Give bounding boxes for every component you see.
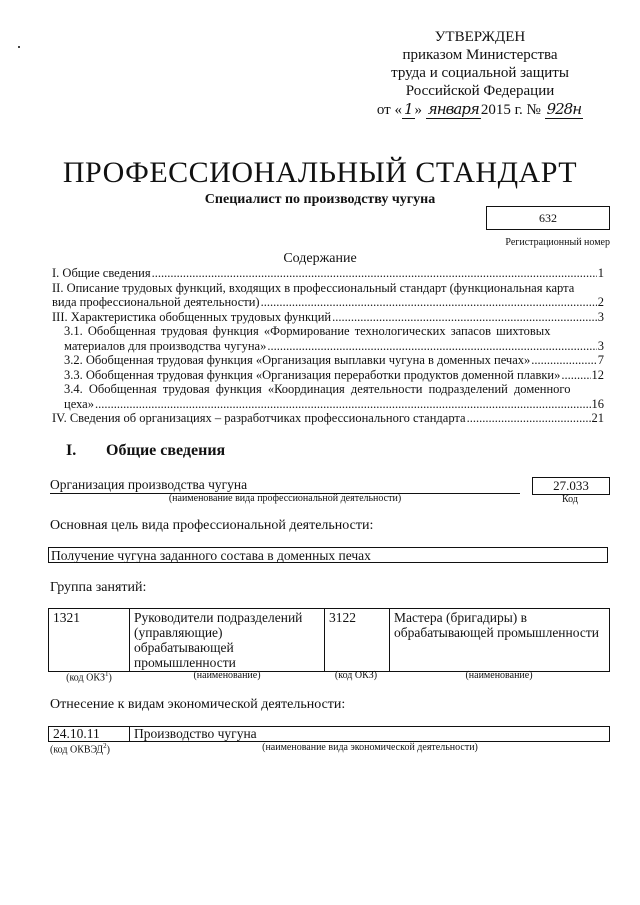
margin-mark — [18, 46, 20, 48]
date-year: 2015 г. № — [480, 102, 541, 118]
activity-code-label: Код — [562, 494, 578, 505]
table-of-contents — [52, 266, 604, 426]
okved-table — [48, 726, 610, 742]
group-heading: Группа занятий: — [50, 580, 147, 595]
section-1-heading: I. Общие сведения — [66, 442, 226, 459]
approval-line-4: Российской Федерации — [405, 83, 555, 99]
okz-name-label-2: (наименование) — [465, 670, 533, 681]
okz-name-cell: Мастера (бригадиры) в обрабатывающей промышленности — [390, 609, 610, 672]
okz-name-cell: Руководители подразделений (управляющие) обрабатывающей промышленности — [130, 609, 325, 672]
date-month: января — [427, 100, 479, 118]
occupation-group-table — [48, 608, 610, 672]
okved-name-cell: Производство чугуна — [130, 727, 610, 742]
toc-title: Содержание — [283, 251, 357, 266]
order-number: 928н — [546, 100, 582, 118]
toc-item-3[interactable]: III. Характеристика обобщенных трудовых функций ..... 3 — [52, 310, 604, 325]
toc-item-4[interactable]: IV. Сведения об организациях – разработчиках профессионального стандарта ..... 21 — [52, 411, 604, 426]
toc-item-2[interactable]: II. Описание трудовых функций, входящих в профессиональный стандарт (функциональная карта вида профессиональной деятельности) ..... 2 — [52, 281, 604, 310]
approval-line-3: труда и социальной защиты — [391, 65, 569, 81]
toc-item-3-3[interactable]: 3.3. Обобщенная трудовая функция «Организация переработки продуктов доменной плавки» ..... 12 — [52, 368, 604, 383]
approval-date-line — [360, 100, 600, 119]
okz-name-label: (наименование) — [193, 670, 261, 681]
document-subtitle: Специалист по производству чугуна — [204, 192, 436, 207]
activity-name-label: (наименование вида профессиональной деятельности) — [168, 493, 402, 504]
registration-number-box: 632 — [486, 206, 610, 230]
goal-heading: Основная цель вида профессиональной деятельности: — [50, 518, 374, 533]
toc-item-3-2[interactable]: 3.2. Обобщенная трудовая функция «Организация выплавки чугуна в доменных печах» ..... 7 — [52, 353, 604, 368]
okved-code-cell: 24.10.11 — [49, 727, 130, 742]
toc-item-3-1[interactable]: 3.1. Обобщенная трудовая функция «Формирование технологических запасов шихтовых материалов для производства чугуна» ..... 3 — [52, 324, 604, 353]
okz-code-cell: 3122 — [325, 609, 390, 672]
approval-line-1: УТВЕРЖДЕН — [434, 29, 526, 45]
table-row — [49, 609, 610, 672]
okz-code-label-2: (код ОКЗ) — [334, 670, 378, 681]
date-mid: » — [414, 102, 423, 118]
activity-name-field: Организация производства чугуна — [50, 477, 520, 494]
toc-item-3-4[interactable]: 3.4. Обобщенная трудовая функция «Координация деятельности подразделений доменного цеха» ..... 16 — [52, 382, 604, 411]
document-title: ПРОФЕССИОНАЛЬНЫЙ СТАНДАРТ — [62, 156, 578, 189]
approval-line-2: приказом Министерства — [402, 47, 558, 63]
goal-field: Получение чугуна заданного состава в доменных печах — [48, 547, 608, 563]
date-prefix: от « — [376, 102, 402, 118]
activity-code-box: 27.033 — [532, 477, 610, 495]
okved-code-label: (код ОКВЭД$^2$) — [50, 742, 110, 756]
date-day: 1 — [403, 100, 413, 118]
okz-code-label: (код ОКЗ$^1$) — [66, 670, 112, 684]
approval-block — [360, 28, 600, 119]
okved-heading: Отнесение к видам экономической деятельности: — [50, 697, 346, 712]
table-row — [49, 727, 610, 742]
okz-code-cell: 1321 — [49, 609, 130, 672]
okved-name-label: (наименование вида экономической деятельности) — [262, 742, 478, 753]
toc-item-1[interactable]: I. Общие сведения ..... 1 — [52, 266, 604, 281]
registration-number-label: Регистрационный номер — [505, 237, 610, 248]
